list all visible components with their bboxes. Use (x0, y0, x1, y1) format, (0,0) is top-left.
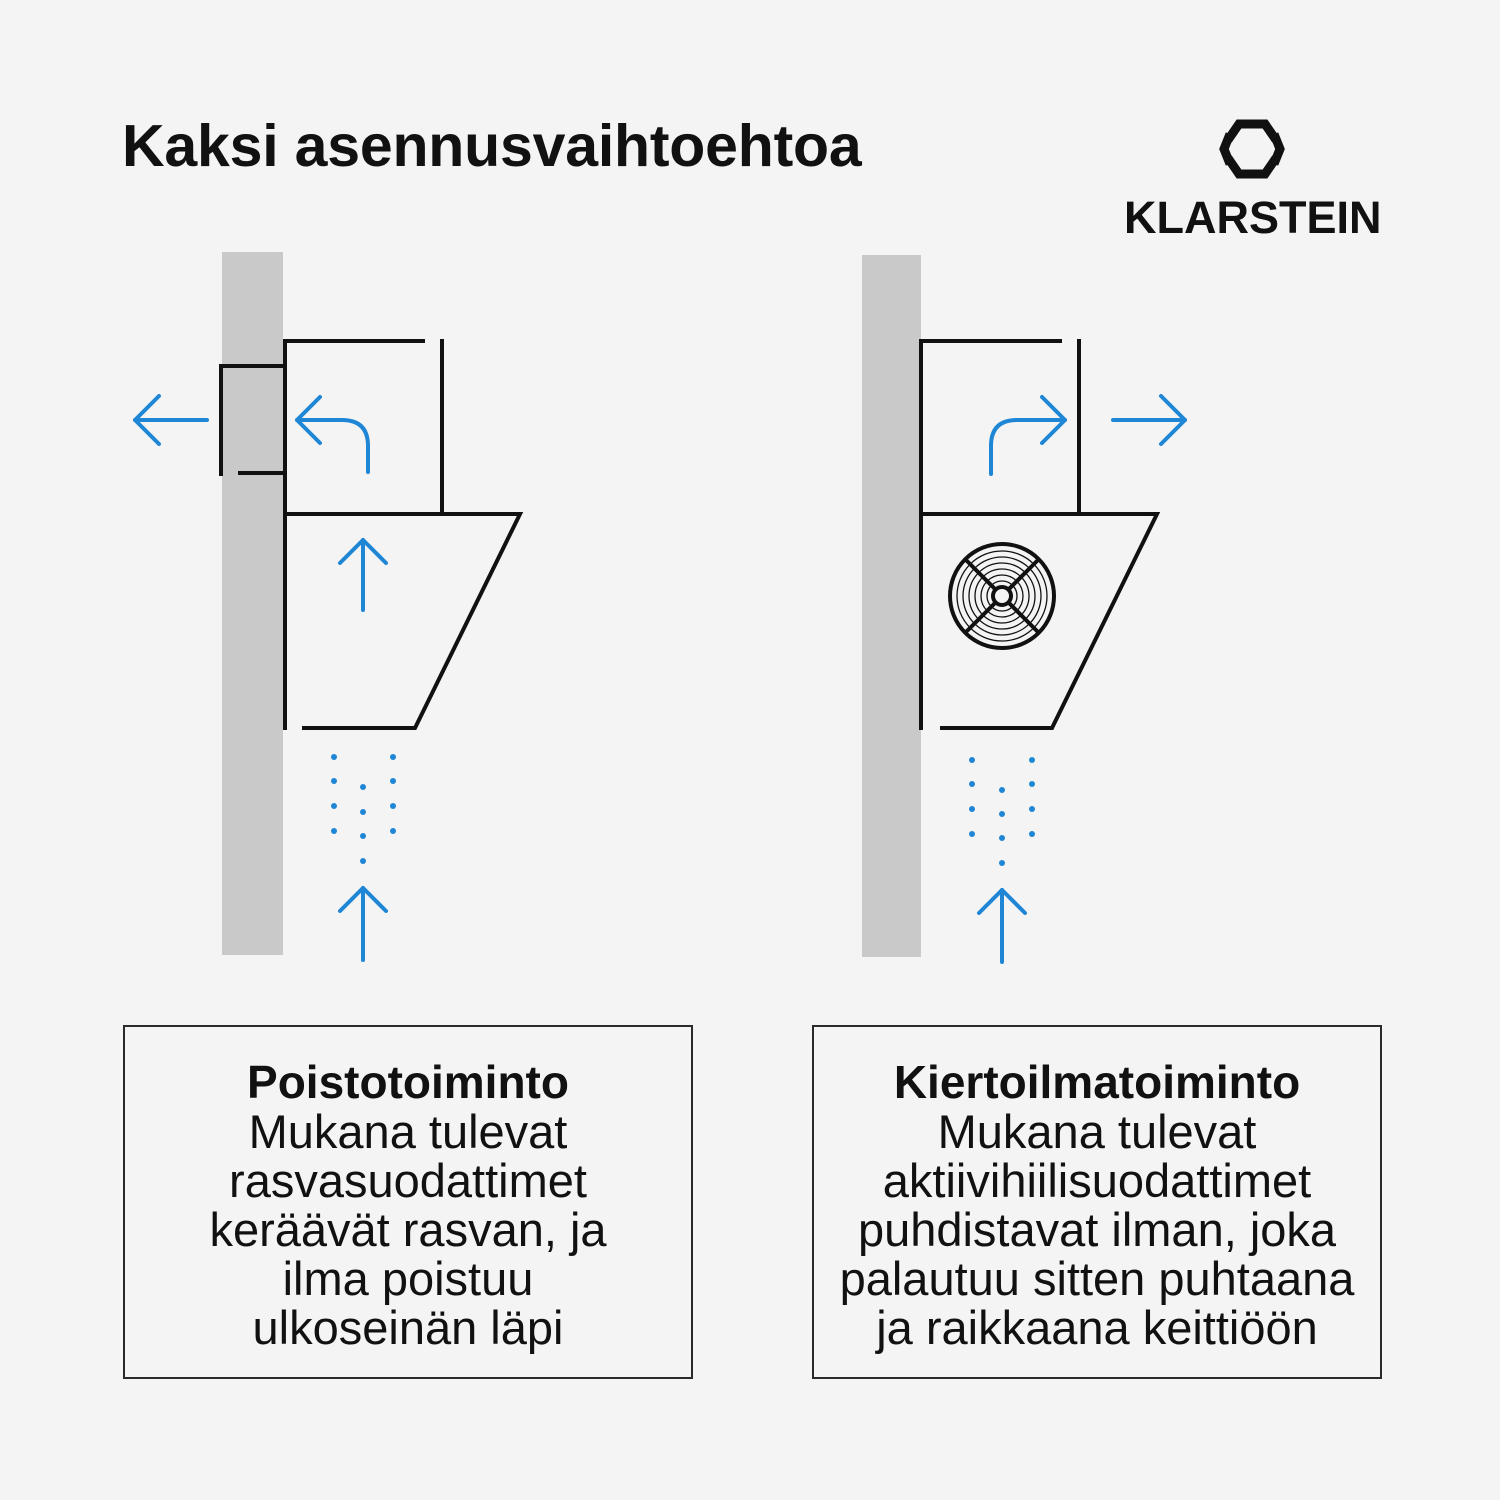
airflow-dot (999, 811, 1005, 817)
panel-heading: Kiertoilmatoiminto (893, 1056, 1301, 1108)
arrow-right-icon (1113, 396, 1185, 444)
airflow-dot (360, 784, 366, 790)
extraction-diagram (135, 252, 520, 960)
panel-line: ulkoseinän läpi (252, 1301, 564, 1354)
airflow-dots (969, 757, 1035, 866)
brand-wordmark: KLARSTEIN (1124, 192, 1382, 243)
airflow-dot (390, 828, 396, 834)
fan-icon (950, 544, 1054, 648)
wall (222, 252, 283, 955)
page-title: Kaksi asennusvaihtoehtoa (122, 113, 862, 179)
airflow-dot (999, 835, 1005, 841)
airflow-dot (969, 781, 975, 787)
curved-arrow-left-icon (297, 397, 368, 472)
panel-text (125, 1058, 691, 1352)
panel-line: Mukana tulevat (248, 1105, 568, 1158)
airflow-dots (331, 754, 396, 864)
airflow-dot (360, 833, 366, 839)
airflow-dot (1029, 757, 1035, 763)
extraction-description-box (123, 1025, 693, 1379)
chimney (921, 339, 1079, 730)
airflow-dot (360, 809, 366, 815)
wall (862, 255, 921, 957)
chimney (285, 339, 442, 730)
panel-line: aktiivihiilisuodattimet (882, 1154, 1312, 1207)
airflow-dot (999, 860, 1005, 866)
airflow-dot (1029, 831, 1035, 837)
airflow-dot (360, 858, 366, 864)
airflow-dot (331, 754, 337, 760)
klarstein-logo-icon (1224, 124, 1280, 174)
airflow-dot (390, 754, 396, 760)
airflow-dot (999, 787, 1005, 793)
airflow-dot (969, 757, 975, 763)
arrow-up-icon (979, 890, 1025, 962)
airflow-dot (1029, 806, 1035, 812)
airflow-dot (331, 828, 337, 834)
hood (285, 514, 520, 728)
airflow-dot (331, 803, 337, 809)
airflow-dot (969, 806, 975, 812)
arrow-up-icon (340, 888, 386, 960)
panel-line: Mukana tulevat (937, 1105, 1257, 1158)
arrow-left-icon (135, 396, 207, 444)
airflow-dot (390, 778, 396, 784)
airflow-dot (969, 831, 975, 837)
arrow-up-icon (340, 540, 386, 610)
airflow-dot (331, 778, 337, 784)
panel-line: palautuu sitten puhtaana (839, 1252, 1355, 1305)
panel-line: puhdistavat ilman, joka (857, 1203, 1337, 1256)
recirculation-description-box (812, 1025, 1382, 1379)
panel-line: rasvasuodattimet (229, 1154, 587, 1207)
panel-line: ilma poistuu (282, 1252, 534, 1305)
panel-text (814, 1058, 1380, 1352)
recirculation-diagram (862, 255, 1185, 962)
panel-line: keräävät rasvan, ja (209, 1203, 607, 1256)
airflow-dot (390, 803, 396, 809)
panel-line: ja raikkaana keittiöön (876, 1301, 1318, 1354)
airflow-dot (1029, 781, 1035, 787)
panel-heading: Poistotoiminto (247, 1056, 569, 1108)
curved-arrow-right-icon (991, 397, 1065, 474)
